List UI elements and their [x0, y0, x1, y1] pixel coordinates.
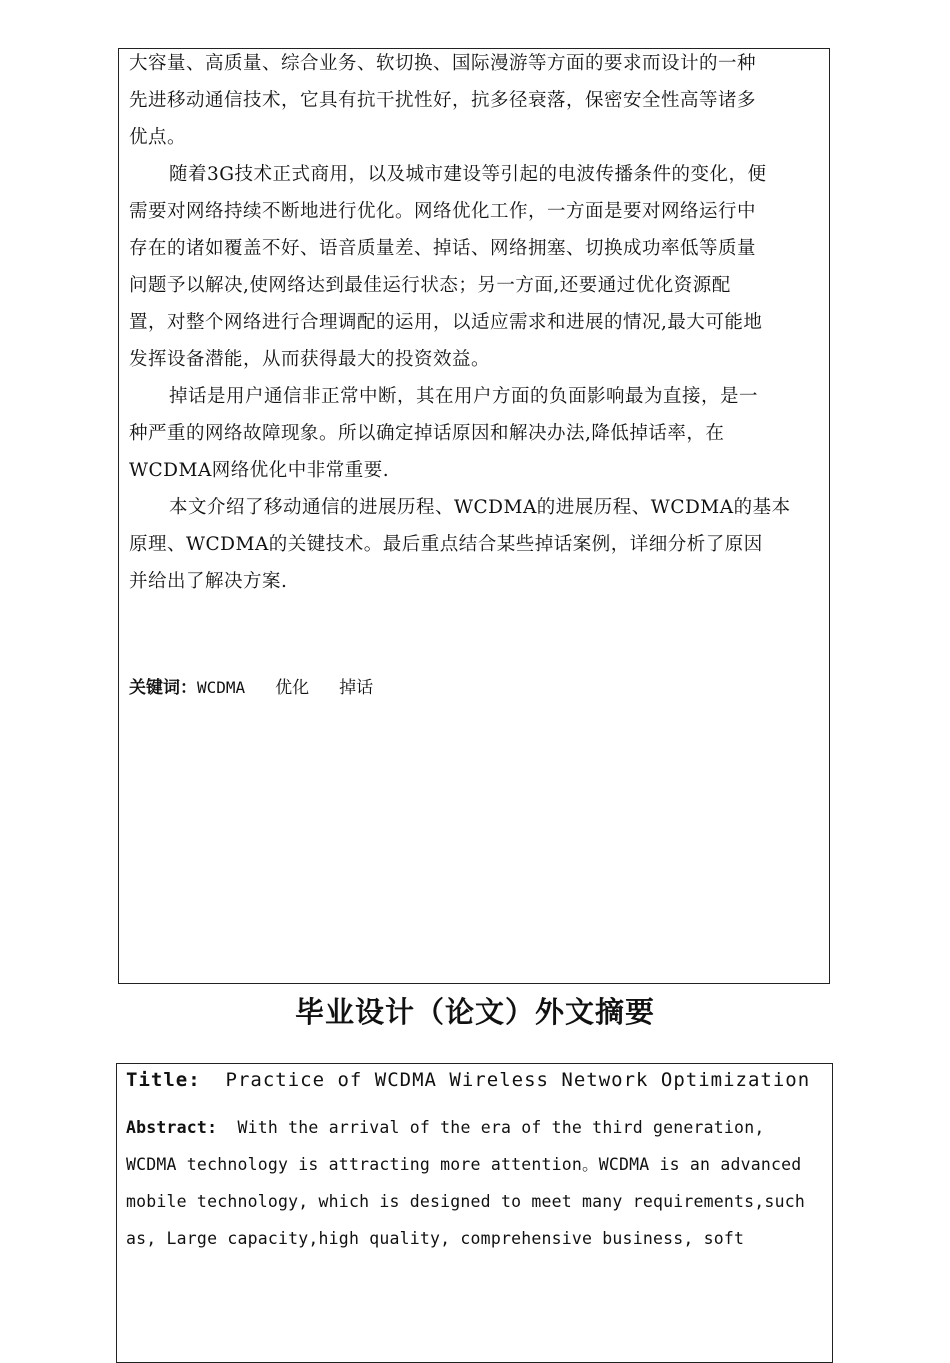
abstract-line: 优点。	[129, 127, 187, 148]
title-label: Title:	[126, 1069, 201, 1091]
abstract-line: 需要对网络持续不断地进行优化。网络优化工作，一方面是要对网络运行中	[129, 201, 757, 222]
abstract-line: 本文介绍了移动通信的进展历程、WCDMA的进展历程、WCDMA的基本	[169, 497, 791, 518]
english-title-line	[126, 1069, 810, 1091]
title-text: Practice of WCDMA Wireless Network Optimization	[225, 1069, 811, 1091]
abstract-line: 并给出了解决方案.	[129, 571, 288, 592]
chinese-abstract-box	[118, 48, 830, 984]
keywords-line	[129, 673, 373, 698]
abstract-text: With the arrival of the era of the third generation,	[237, 1118, 765, 1137]
section-title: 毕业设计（论文）外文摘要	[294, 995, 655, 1029]
abstract-line: 大容量、高质量、综合业务、软切换、国际漫游等方面的要求而设计的一种	[129, 53, 757, 74]
abstract-line: 置，对整个网络进行合理调配的运用，以适应需求和进展的情况,最大可能地	[129, 312, 763, 333]
abstract-line: 问题予以解决,使网络达到最佳运行状态；另一方面,还要通过优化资源配	[129, 275, 731, 296]
abstract-line: WCDMA网络优化中非常重要.	[129, 460, 390, 481]
english-abstract-line: as, Large capacity,high quality, comprehensive business, soft	[126, 1229, 745, 1248]
keywords-label: 关键词：	[129, 678, 197, 698]
english-abstract-line	[126, 1117, 764, 1139]
english-abstract-line: WCDMA technology is attracting more attention。WCDMA is an advanced	[126, 1155, 802, 1174]
english-abstract-box	[116, 1063, 833, 1363]
abstract-line: 存在的诸如覆盖不好、语音质量差、掉话、网络拥塞、切换成功率低等质量	[129, 238, 757, 259]
abstract-line: 发挥设备潜能，从而获得最大的投资效益。	[129, 349, 491, 370]
english-abstract-line: mobile technology, which is designed to meet many requirements,such	[126, 1192, 805, 1211]
abstract-line: 掉话是用户通信非正常中断，其在用户方面的负面影响最为直接，是一	[169, 386, 759, 407]
abstract-line: 随着3G技术正式商用，以及城市建设等引起的电波传播条件的变化，便	[169, 164, 767, 185]
keyword: WCDMA	[197, 678, 246, 697]
abstract-label: Abstract:	[126, 1118, 218, 1137]
keyword: 优化	[275, 678, 310, 698]
keyword: 掉话	[339, 678, 374, 698]
abstract-line: 原理、WCDMA的关键技术。最后重点结合某些掉话案例，详细分析了原因	[129, 534, 763, 555]
abstract-line: 先进移动通信技术，它具有抗干扰性好，抗多径衰落，保密安全性高等诸多	[129, 90, 757, 111]
abstract-line: 种严重的网络故障现象。所以确定掉话原因和解决办法,降低掉话率，在	[129, 423, 725, 444]
